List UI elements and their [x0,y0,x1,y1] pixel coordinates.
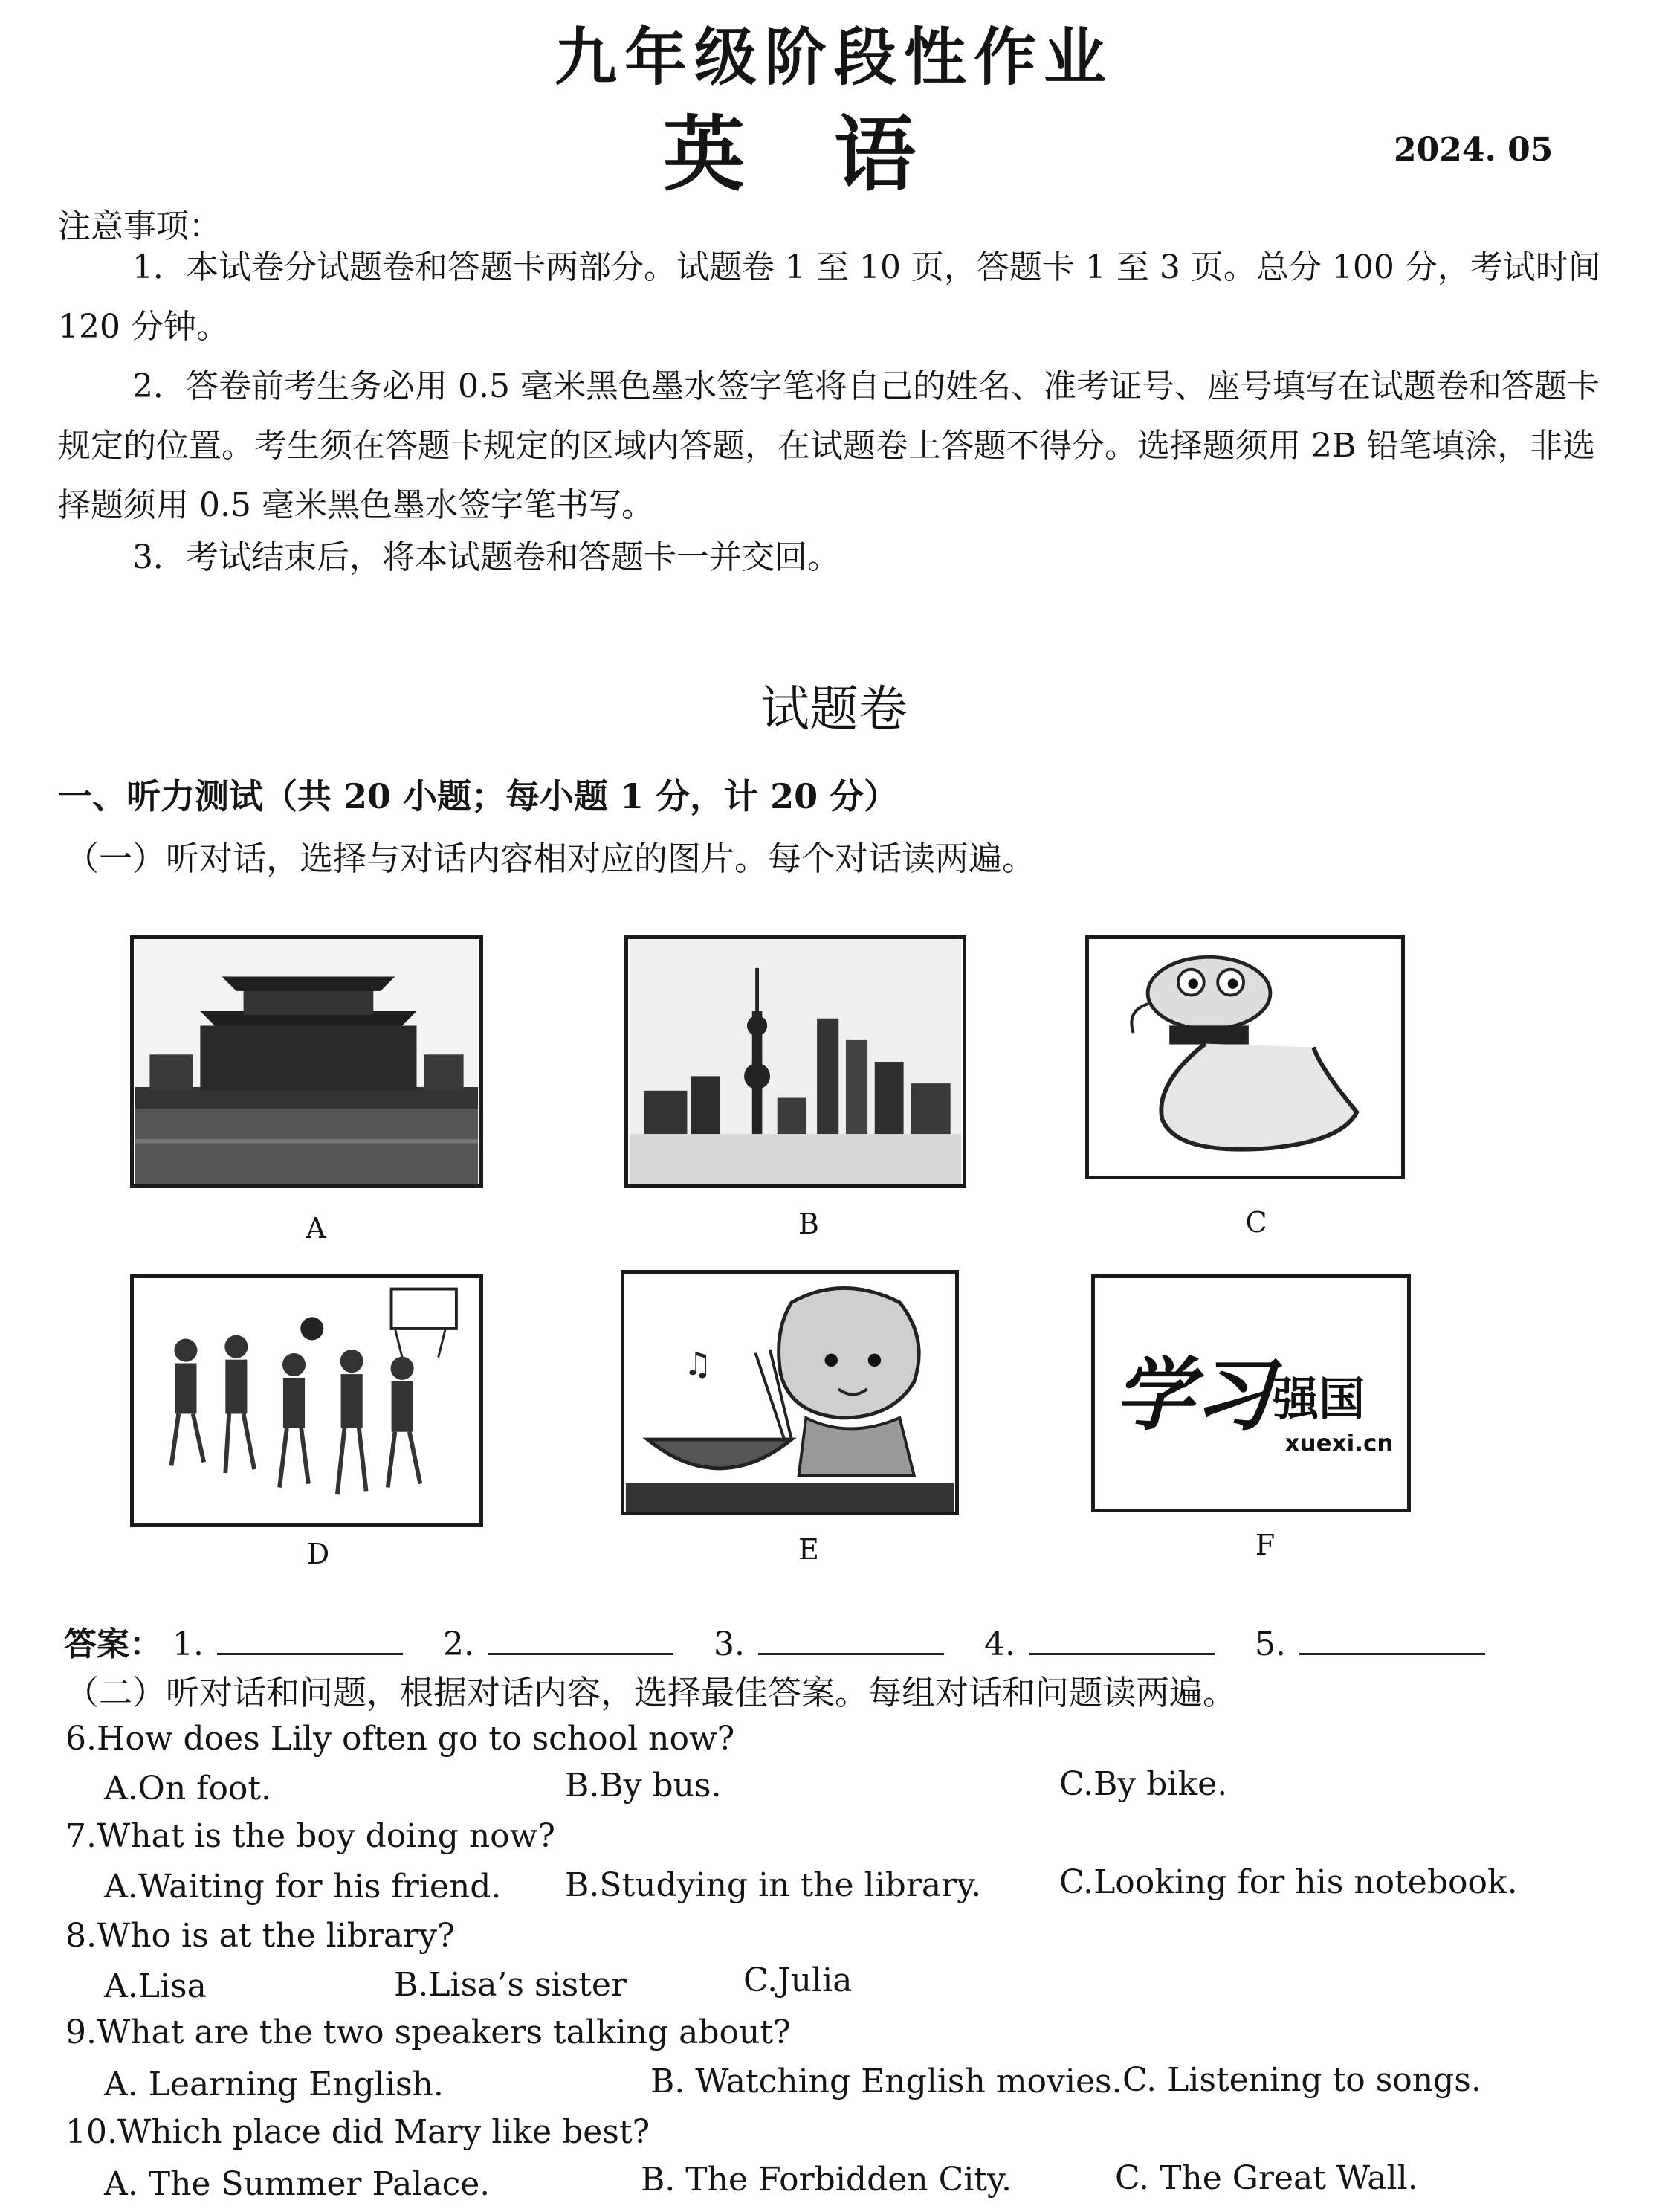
q9-option-c[interactable]: C. Listening to songs. [1122,2061,1481,2099]
basketball-players-icon [134,1278,479,1523]
answer-number-2: 2. [442,1625,474,1663]
answer-number-1: 1. [172,1625,204,1663]
note-item-1: 1．本试卷分试题卷和答题卡两部分。试题卷 1 至 10 页，答题卡 1 至 3 页。总分 100 分，考试时间 120 分钟。 [58,248,1601,346]
answer-blank-2[interactable] [488,1645,673,1655]
question-9: 9.What are the two speakers talking about? [65,2013,791,2051]
q7-option-b[interactable]: B.Studying in the library. [565,1866,982,1904]
q7-option-a[interactable]: A.Waiting for his friend. [104,1868,502,1906]
exam-title: 九年级阶段性作业 [554,20,1113,94]
svg-text:强国: 强国 [1273,1372,1365,1427]
q6-option-b[interactable]: B.By bus. [565,1767,722,1805]
part1-instruction: （一）听对话，选择与对话内容相对应的图片。每个对话读两遍。 [65,839,1036,878]
section-title: 一、听力测试（共 20 小题；每小题 1 分，计 20 分） [58,776,899,816]
subject-title: 英语 [663,106,1005,202]
picture-d [130,1274,483,1527]
answer-number-5: 5. [1254,1625,1286,1663]
q10-option-c[interactable]: C. The Great Wall. [1115,2159,1418,2197]
picture-label-b: B [798,1207,819,1240]
picture-c [1085,935,1405,1179]
question-7: 7.What is the boy doing now? [65,1817,555,1855]
svg-text:xuexi.cn: xuexi.cn [1284,1430,1394,1457]
part2-instruction: （二）听对话和问题，根据对话内容，选择最佳答案。每组对话和问题读两遍。 [65,1673,1237,1712]
q9-option-b[interactable]: B. Watching English movies. [650,2063,1122,2100]
q9-option-a[interactable]: A. Learning English. [104,2066,444,2103]
picture-label-c: C [1245,1206,1267,1239]
note-item-3: 3．考试结束后，将本试题卷和答题卡一并交回。 [132,538,840,576]
answer-number-3: 3. [713,1625,745,1663]
q8-option-b[interactable]: B.Lisa’s sister [394,1966,627,2004]
picture-label-d: D [306,1538,330,1570]
q10-option-a[interactable]: A. The Summer Palace. [104,2165,491,2203]
picture-label-f: F [1255,1529,1276,1561]
answer-number-4: 4. [983,1625,1015,1663]
question-6: 6.How does Lily often go to school now? [65,1720,735,1758]
notes-heading: 注意事项： [58,207,222,245]
picture-e [621,1270,959,1515]
xuexi-logo-icon [1095,1278,1407,1509]
answer-label: 答案： [64,1625,162,1663]
answer-blank-4[interactable] [1029,1645,1215,1655]
boy-eating-icon [624,1274,955,1512]
q8-option-a[interactable]: A.Lisa [104,1967,207,2005]
svg-text:♫: ♫ [683,1345,712,1383]
answer-blank-5[interactable] [1299,1645,1485,1655]
answer-blank-3[interactable] [758,1645,944,1655]
answer-row [64,1617,1515,1665]
question-10: 10.Which place did Mary like best? [65,2113,650,2151]
skyline-photo-icon [628,939,963,1184]
picture-f [1091,1274,1411,1512]
svg-text:学习: 学习 [1113,1348,1273,1442]
tiananmen-photo-icon [134,939,479,1184]
question-8: 8.Who is at the library? [65,1917,455,1955]
picture-label-a: A [306,1212,326,1245]
paper-title: 试题卷 [760,680,908,738]
exam-date: 2024. 05 [1394,131,1554,169]
picture-a [130,935,483,1188]
answer-blank-1[interactable] [217,1645,403,1655]
picture-b [624,935,966,1188]
note-item-2: 2．答卷前考生务必用 0.5 毫米黑色墨水签字笔将自己的姓名、准考证号、座号填写在试题卷和答题卡规定的位置。考生须在答题卡规定的区域内答题，在试题卷上答题不得分。选择题须用 2B 铅笔填涂，非选择题须用 0.5 毫米黑色墨水签字笔书写。 [58,367,1600,524]
q10-option-b[interactable]: B. The Forbidden City. [641,2161,1012,2199]
picture-label-e: E [798,1533,819,1566]
q6-option-a[interactable]: A.On foot. [104,1770,272,1808]
q6-option-c[interactable]: C.By bike. [1059,1765,1228,1803]
q7-option-c[interactable]: C.Looking for his notebook. [1059,1863,1518,1901]
q8-option-c[interactable]: C.Julia [743,1961,853,1999]
snake-icon [1089,939,1401,1176]
